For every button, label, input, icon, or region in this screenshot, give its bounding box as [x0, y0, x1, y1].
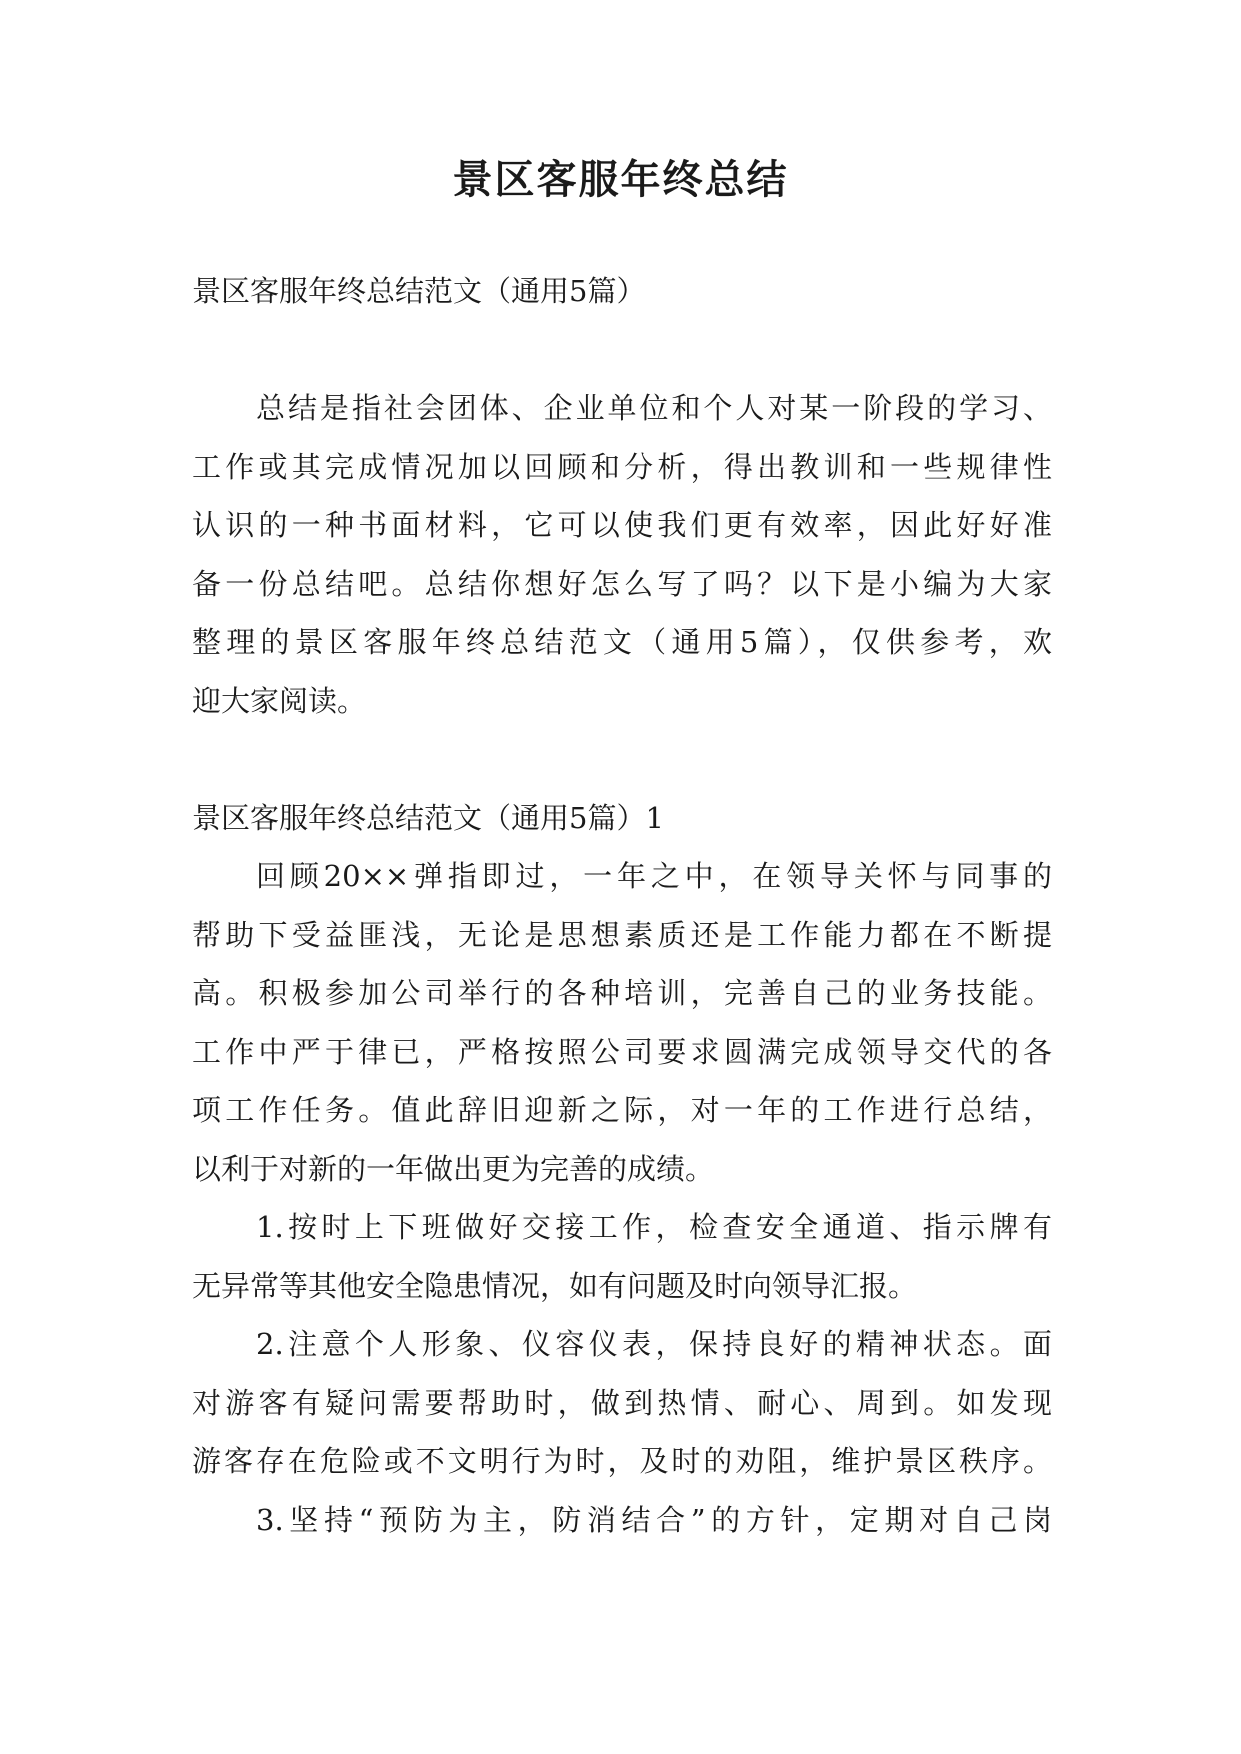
intro-line: 总结是指社会团体、企业单位和个人对某一阶段的学习、	[256, 391, 1052, 425]
intro-line: 整理的景区客服年终总结范文（通用5篇），仅供参考，欢	[192, 625, 1052, 659]
section-line: 项工作任务。值此辞旧迎新之际，对一年的工作进行总结，	[192, 1093, 1052, 1127]
document-body	[192, 262, 1052, 1549]
section-line: 以利于对新的一年做出更为完善的成绩。	[192, 1151, 715, 1186]
list-item-line: 对游客有疑问需要帮助时，做到热情、耐心、周到。如发现	[192, 1385, 1052, 1420]
list-item-line: 2.注意个人形象、仪容仪表，保持良好的精神状态。面	[256, 1327, 1052, 1361]
paragraph-gap	[192, 730, 1052, 789]
intro-line: 迎大家阅读。	[192, 683, 367, 718]
intro-line: 认识的一种书面材料，它可以使我们更有效率，因此好好准	[192, 508, 1052, 542]
section-line: 帮助下受益匪浅，无论是思想素质还是工作能力都在不断提	[192, 917, 1052, 952]
section-line: 高。积极参加公司举行的各种培训，完善自己的业务技能。	[192, 976, 1052, 1010]
document-title: 景区客服年终总结	[452, 157, 789, 203]
document-subtitle: 景区客服年终总结范文（通用5篇）	[192, 274, 646, 308]
list-item-line: 无异常等其他安全隐患情况，如有问题及时向领导汇报。	[192, 1268, 918, 1303]
paragraph-gap	[192, 321, 1052, 380]
section-line: 工作中严于律已，严格按照公司要求圆满完成领导交代的各	[192, 1034, 1052, 1069]
list-item-line: 1.按时上下班做好交接工作，检查安全通道、指示牌有	[256, 1210, 1052, 1244]
section-heading: 景区客服年终总结范文（通用5篇）1	[192, 800, 664, 835]
section-line: 回顾20××弹指即过，一年之中，在领导关怀与同事的	[256, 859, 1052, 893]
intro-line: 备一份总结吧。总结你想好怎么写了吗？以下是小编为大家	[192, 566, 1052, 601]
list-item-line: 3.坚持“预防为主，防消结合”的方针，定期对自己岗	[256, 1502, 1052, 1537]
intro-line: 工作或其完成情况加以回顾和分析，得出教训和一些规律性	[192, 449, 1052, 484]
list-item-line: 游客存在危险或不文明行为时，及时的劝阻，维护景区秩序。	[192, 1444, 1052, 1478]
